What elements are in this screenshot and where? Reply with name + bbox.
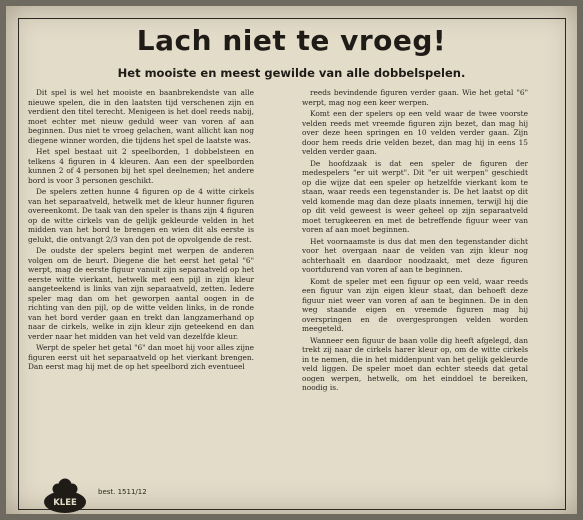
paragraph: Dit spel is wel het mooiste en baanbrekendste van alle nieuwe spelen, die in den laatsten tijd verschenen zijn en verdient den titel terecht. Menigeen is het doel reeds nabij, moet echter met nieuw geduld weer van voren af aan beginnen. Dus niet te vroeg gelachen, want allicht kan nog diegene winner worden, die tijdens het spel de laatste was. (28, 88, 254, 145)
paragraph: Het spel bestaat uit 2 speelborden, 1 dobbelsteen en telkens 4 figuren in 4 kleuren. Aan een der speelborden kunnen 2 of 4 personen bij het spel deelnemen; het andere bord is voor 3 personen geschikt. (28, 147, 254, 185)
left-column (28, 88, 254, 374)
paragraph: De oudste der spelers begint met werpen de anderen volgen om de beurt. Diegene die het eerst het getal "6" werpt, mag de eerste figuur vanuit zijn separaatveld op het eerste witte vierkant, hetwelk met een pijl in zijn kleur aangeteekend is links van zijn separaatveld, zetten. Iedere speler mag dan om het geworpen aantal oogen in de richting van den pijl, op de witte velden links, in de ronde van het bord verder gaan en trekt dan langzamerhand op naar de cirkels, welke in zijn kleur zijn geteekend en dan verder naar het midden van het veld van dezelfde kleur. (28, 246, 254, 341)
catalog-number: best. 1511/12 (98, 488, 147, 496)
paragraph: Wanneer een figuur de baan volle dig heeft afgelegd, dan trekt zij naar de cirkels harer kleur op, om de witte cirkels in te nemen, die in het middenpunt van het gelijk gekleurde veld liggen. De speler moet dan echter steeds dat getal oogen werpen, hetwelk, om het einddoel te bereiken, noodig is. (302, 335, 528, 392)
paragraph: Het voornaamste is dus dat men den tegenstander dicht voor het overgaan naar de velden van zijn kleur nog achterhaalt en daardoor noodzaakt, met deze figuren voortdurend van voren af aan te beginnen. (302, 236, 528, 274)
page-title: Lach niet te vroeg! (136, 24, 447, 57)
paragraph: De hoofdzaak is dat een speler de figuren der medespelers "er uit werpt". Dit "er uit werpen" geschiedt op die wijze dat een speler op hetzelfde vierkant kom te staan, waar reeds een tegenstander is. De het laatst op dit veld komende mag dan deze plaats innemen, terwijl hij die op dit veld geweest is weer geheel op zijn separaatveld moet terugkeeren en met de betreffende figuur weer van voren af aan moet beginnen. (302, 158, 528, 234)
tree-logo-icon (42, 476, 88, 516)
page-subtitle: Het mooiste en meest gewilde van alle dobbelspelen. (117, 66, 466, 80)
rules-sheet (6, 6, 577, 514)
paragraph: reeds bevindende figuren verder gaan. Wie het getal "6" werpt, mag nog een keer werpen. (302, 88, 528, 107)
paragraph: Komt de speler met een figuur op een veld, waar reeds een figuur van zijn eigen kleur staat, dan behoeft deze figuur niet weer van voren af aan te beginnen. De in den weg staande eigen en vreemde figuren mag hij overspringen en de overgesprongen velden worden meegeteld. (302, 276, 528, 333)
paragraph: De spelers zetten hunne 4 figuren op de 4 witte cirkels van het separaatveld, hetwelk met de kleur hunner figuren overeenkomt. De taak van den speler is thans zijn 4 figuren op de witte cirkels van de gelijk gekleurde velden in het midden van het bord te brengen en wien dit als eerste is gelukt, die ontvangt 2/3 van den pot de opvolgende de rest. (28, 187, 254, 244)
paragraph: Werpt de speler het getal "6" dan moet hij voor alles zijne figuren eerst uit het separaatveld op het vierkant brengen. Dan eerst mag hij met de op het speelbord zich eventueel (28, 343, 254, 371)
right-column (302, 88, 528, 395)
logo-text: KLEE (53, 498, 77, 508)
paragraph: Komt een der spelers op een veld waar de twee voorste velden reeds met vreemde figuren zijn bezet, dan mag hij over deze heen springen en 10 velden verder gaan. Zijn door hem reeds drie velden bezet, dan mag hij in eens 15 velden verder gaan. (302, 109, 528, 156)
